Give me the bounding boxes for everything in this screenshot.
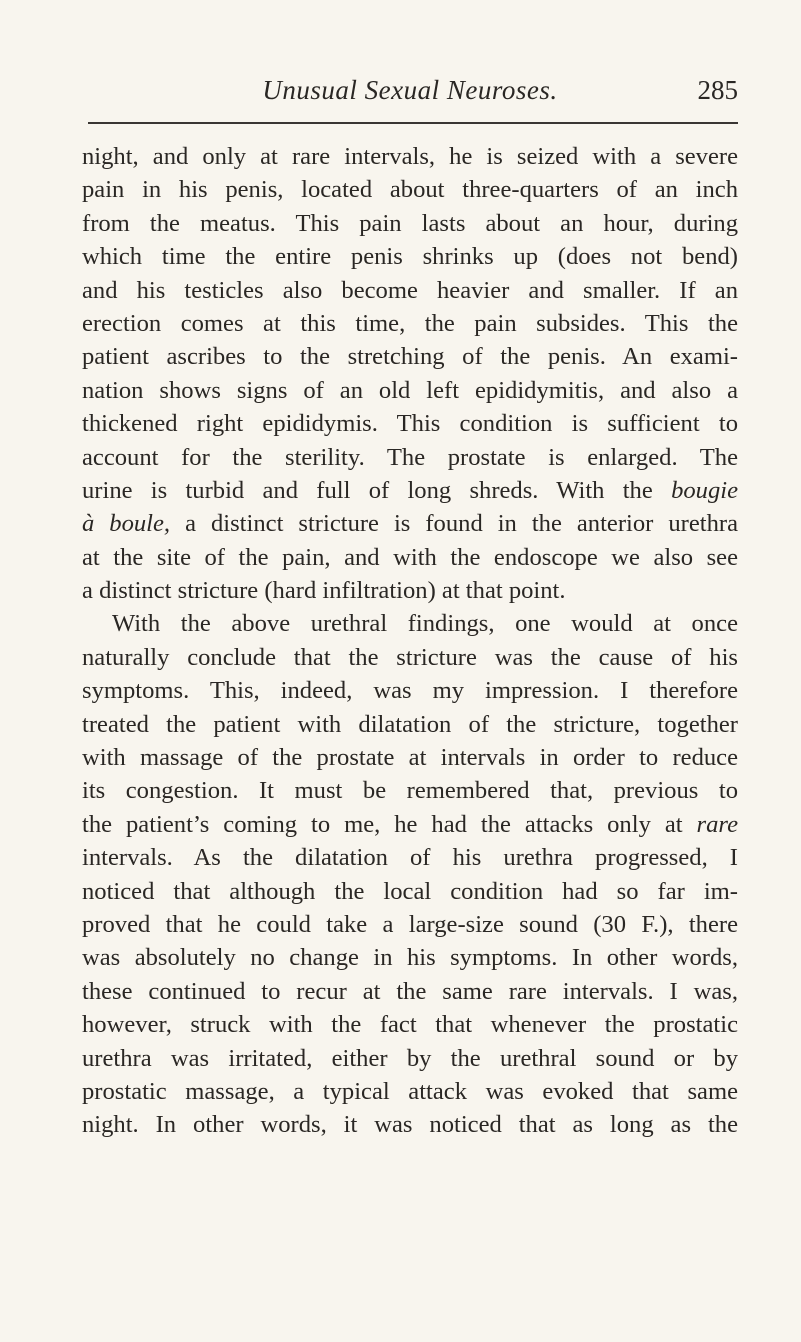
text-line: thickened right epididymis. This condition is sufficient to (82, 410, 738, 438)
text-segment: the patient’s coming to me, he had the attacks only at (82, 810, 683, 838)
text-segment: a distinct stricture is found in the anterior urethra (185, 510, 738, 538)
italic-term: rare (696, 810, 738, 838)
paragraph-end-line: a distinct stricture (hard infiltration) at that point. (82, 577, 566, 605)
text-line: prostatic massage, a typical attack was evoked that same (82, 1077, 738, 1105)
page-number: 285 (697, 75, 738, 105)
text-line: however, struck with the fact that whenever the prostatic (82, 1011, 738, 1039)
text-line-mixed (82, 507, 738, 540)
text-line: was absolutely no change in his symptoms. In other words, (82, 944, 738, 972)
text-line: which time the entire penis shrinks up (does not bend) (82, 243, 738, 271)
text-line: intervals. As the dilatation of his urethra progressed, I (82, 844, 738, 872)
page-header (82, 72, 738, 112)
text-line: these continued to recur at the same rare intervals. I was, (82, 977, 738, 1005)
paragraph-start-line: With the above urethral findings, one would at once (112, 610, 738, 638)
text-line: its congestion. It must be remembered that, previous to (82, 777, 738, 805)
text-line: pain in his penis, located about three-quarters of an inch (82, 176, 738, 204)
text-line: noticed that although the local condition had so far im- (82, 877, 738, 905)
italic-term: bougie (671, 476, 738, 504)
text-line: patient ascribes to the stretching of the penis. An exami- (82, 343, 738, 371)
text-line: night. In other words, it was noticed that as long as the (82, 1111, 738, 1139)
italic-term: à boule, (82, 510, 171, 538)
body-text (82, 140, 738, 1142)
text-line-mixed (82, 808, 738, 841)
text-line-mixed (82, 474, 738, 507)
running-title: Unusual Sexual Neuroses. (262, 75, 558, 105)
text-line: from the meatus. This pain lasts about an hour, during (82, 209, 738, 237)
text-line: naturally conclude that the stricture was the cause of his (82, 643, 738, 671)
text-line: symptoms. This, indeed, was my impression. I therefore (82, 677, 738, 705)
text-line: urethra was irritated, either by the urethral sound or by (82, 1044, 738, 1072)
text-line: account for the sterility. The prostate is enlarged. The (82, 443, 738, 471)
text-line: at the site of the pain, and with the endoscope we also see (82, 543, 738, 571)
text-line: and his testicles also become heavier and smaller. If an (82, 276, 738, 304)
text-line: night, and only at rare intervals, he is seized with a severe (82, 143, 738, 170)
text-line: treated the patient with dilatation of the stricture, together (82, 710, 738, 738)
text-line: proved that he could take a large-size sound (30 F.), there (82, 910, 738, 938)
text-line: nation shows signs of an old left epididymitis, and also a (82, 376, 738, 404)
text-segment: urine is turbid and full of long shreds. With the (82, 476, 653, 504)
header-rule (88, 122, 738, 124)
text-line: erection comes at this time, the pain subsides. This the (82, 309, 738, 337)
text-line: with massage of the prostate at intervals in order to reduce (82, 744, 738, 772)
